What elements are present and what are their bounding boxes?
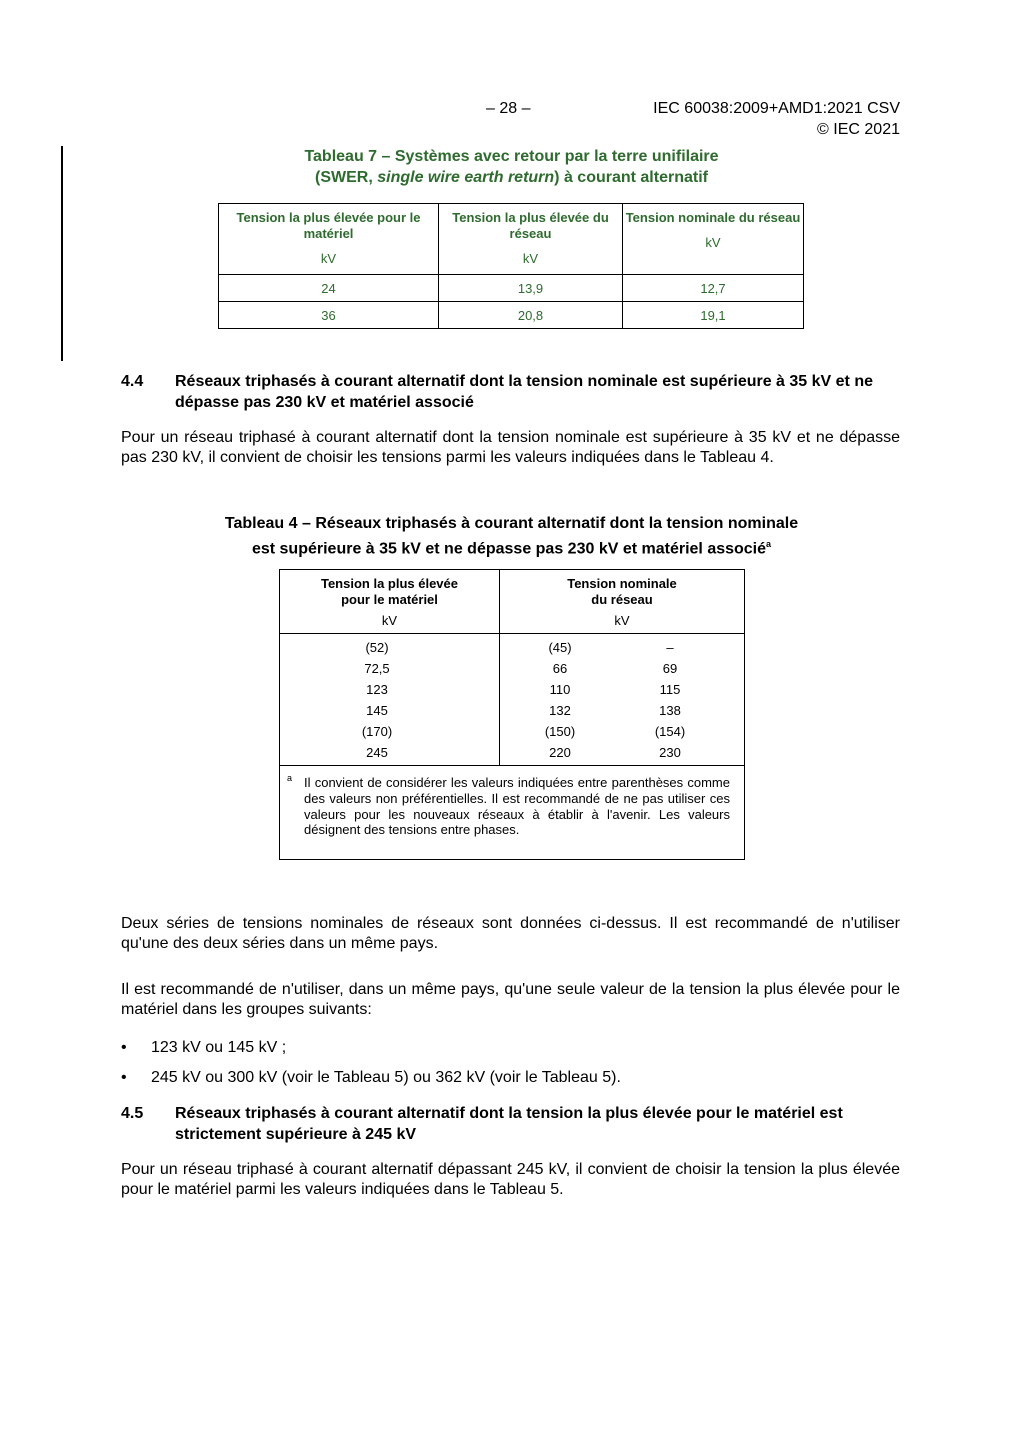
table-cell: 245 — [366, 745, 388, 760]
table-cell: 230 — [659, 745, 681, 760]
table4-title — [0, 513, 1023, 559]
table-cell: 110 — [549, 682, 571, 697]
table-cell: 12,7 — [623, 275, 804, 302]
section-number: 4.4 — [121, 373, 144, 390]
groups-paragraph: Il est recommandé de n'utiliser, dans un même pays, qu'une seule valeur de la tension la plus élevée pour le matériel dans les groupes suivants: — [121, 981, 900, 1018]
table7-header-nominal: Tension nominale du réseau kV — [623, 204, 804, 275]
table7-title-line1: Tableau 7 – Systèmes avec retour par la terre unifilaire — [304, 148, 719, 165]
table-cell: 69 — [662, 661, 678, 676]
table-cell: (45) — [548, 640, 572, 655]
table4-header-nominal: Tension nominale du réseau — [567, 576, 677, 607]
series-paragraph: Deux séries de tensions nominales de réseaux sont données ci-dessus. Il est recommandé de n'utiliser qu'une des deux séries dans un même pays. — [121, 915, 900, 952]
table-cell: 123 — [366, 682, 388, 697]
page-number: – 28 – — [486, 100, 531, 117]
table-cell: – — [666, 640, 674, 655]
table-row — [219, 302, 804, 329]
table-cell: 66 — [552, 661, 568, 676]
copyright: © IEC 2021 — [817, 121, 900, 138]
table-cell: (154) — [654, 724, 686, 739]
table-cell: 220 — [549, 745, 571, 760]
section-title: Réseaux triphasés à courant alternatif dont la tension la plus élevée pour le matériel est strictement supérieure à 245 kV — [175, 1105, 843, 1143]
table7-header-network-max: Tension la plus élevée du réseau kV — [439, 204, 623, 275]
table-cell: 20,8 — [439, 302, 623, 329]
table-row — [219, 275, 804, 302]
table7-title — [0, 146, 1023, 188]
table7-header-equipment: Tension la plus élevée pour le matériel kV — [219, 204, 439, 275]
table4 — [279, 569, 745, 860]
table-cell: 138 — [659, 703, 681, 718]
section-4-4-paragraph: Pour un réseau triphasé à courant alternatif dont la tension nominale est supérieure à 35 kV et ne dépasse pas 230 kV, il convient de choisir les tensions parmi les valeurs indiquées dans le Tableau 4. — [121, 429, 900, 466]
table-cell: 19,1 — [623, 302, 804, 329]
table-cell: 132 — [549, 703, 571, 718]
table-cell: 72,5 — [364, 661, 390, 676]
footnote-mark: a — [287, 773, 293, 783]
table4-unit-equipment: kV — [381, 613, 398, 628]
table-cell: 13,9 — [439, 275, 623, 302]
table-cell: 145 — [366, 703, 388, 718]
table-cell: 115 — [659, 682, 681, 697]
table7 — [218, 203, 804, 329]
table-cell: 24 — [219, 275, 439, 302]
table4-footnote: Il convient de considérer les valeurs indiquées entre parenthèses comme des valeurs non préférentielles. Il est recommandé de ne pas utiliser ces valeurs pour les nouveaux réseaux à établir à l'avenir. Les valeurs désignent des tensions entre phases. — [304, 775, 730, 838]
document-id: IEC 60038:2009+AMD1:2021 CSV — [653, 100, 900, 117]
table7-title-line2: (SWER, single wire earth return) à courant alternatif — [315, 169, 708, 186]
table-cell: (52) — [365, 640, 389, 655]
table-cell: (150) — [544, 724, 576, 739]
table4-unit-nominal: kV — [614, 613, 630, 628]
section-title: Réseaux triphasés à courant alternatif dont la tension nominale est supérieure à 35 kV et ne dépasse pas 230 kV et matériel associé — [175, 373, 873, 411]
table4-title-line2: est supérieure à 35 kV et ne dépasse pas 230 kV et matériel associé$^a$ — [251, 539, 772, 558]
table-cell: (170) — [361, 724, 393, 739]
table4-title-line1: Tableau 4 – Réseaux triphasés à courant alternatif dont la tension nominale — [224, 515, 799, 532]
table4-header-equipment: Tension la plus élevée pour le matériel — [320, 576, 459, 607]
section-number: 4.5 — [121, 1105, 144, 1122]
section-4-5-paragraph: Pour un réseau triphasé à courant alternatif dépassant 245 kV, il convient de choisir la tension la plus élevée pour le matériel parmi les valeurs indiquées dans le Tableau 5. — [121, 1161, 900, 1198]
table-cell: 36 — [219, 302, 439, 329]
